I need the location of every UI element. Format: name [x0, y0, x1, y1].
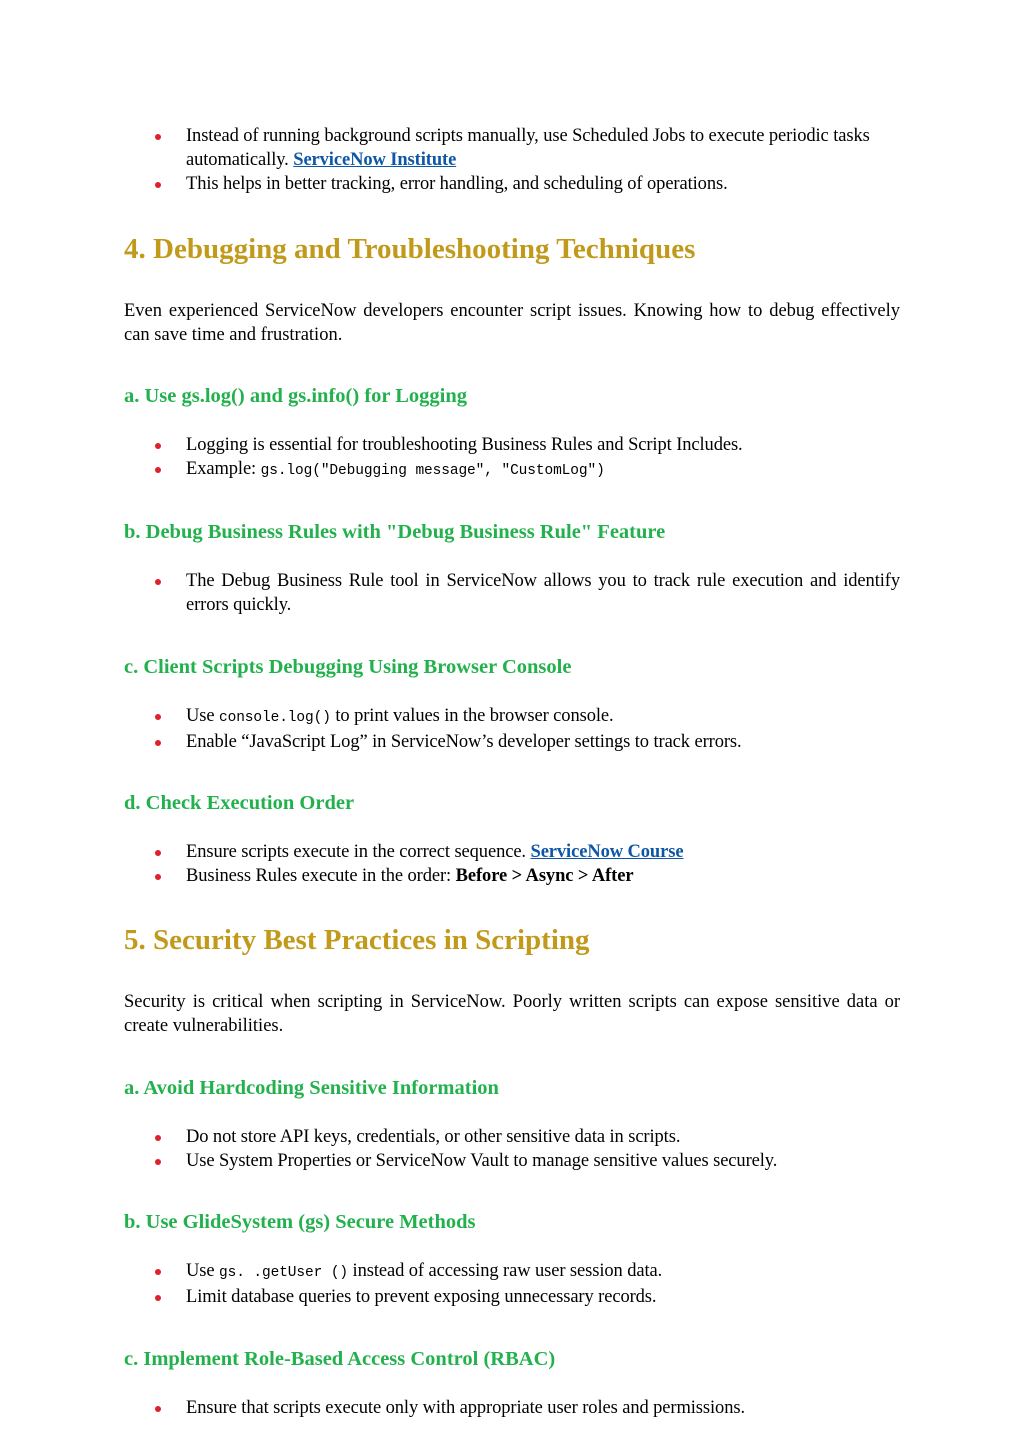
list-item [124, 864, 900, 888]
section-4c-list [124, 704, 900, 754]
list-item [124, 1149, 900, 1173]
section-5c-list [124, 1396, 900, 1420]
section-5c-heading: c. Implement Role-Based Access Control (RBAC) [124, 1348, 556, 1370]
list-item-text: Limit database queries to prevent exposing unnecessary records. [186, 1287, 657, 1307]
bullet-icon [155, 850, 161, 856]
list-item [124, 704, 900, 730]
list-item-text: to print values in the browser console. [330, 706, 614, 726]
list-item [124, 457, 900, 483]
section-4d-list [124, 840, 900, 888]
bullet-icon [155, 134, 161, 140]
bullet-icon [155, 1295, 161, 1301]
list-item [124, 1125, 900, 1149]
list-item-text: Enable “JavaScript Log” in ServiceNow’s developer settings to track errors. [186, 732, 742, 752]
list-item [124, 1285, 900, 1309]
list-item [124, 172, 900, 196]
servicenow-course-link[interactable]: ServiceNow Course [530, 842, 684, 862]
bullet-icon [155, 1406, 161, 1412]
list-item-text: Ensure scripts execute in the correct sequence. [186, 842, 526, 862]
section-4a-heading: a. Use gs.log() and gs.info() for Logging [124, 385, 468, 407]
servicenow-institute-link[interactable]: ServiceNow Institute [293, 150, 457, 170]
list-item [124, 840, 900, 864]
bullet-icon [155, 874, 161, 880]
list-item-text: Use [186, 706, 219, 726]
section-4-intro: Even experienced ServiceNow developers encounter script issues. Knowing how to debug effectively can save time and frustration. [124, 301, 900, 345]
bullet-icon [155, 1269, 161, 1275]
bullet-icon [155, 443, 161, 449]
list-item-text: Business Rules execute in the order: [186, 866, 456, 886]
section-5-title: 5. Security Best Practices in Scripting [124, 924, 590, 956]
list-item-text: instead of accessing raw user session data. [348, 1261, 663, 1281]
list-item-text: Use [186, 1261, 219, 1281]
section-5b-heading: b. Use GlideSystem (gs) Secure Methods [124, 1211, 476, 1233]
section-4a-list [124, 433, 900, 483]
bullet-icon [155, 740, 161, 746]
list-item [124, 730, 900, 754]
execution-order-text: Before > Async > After [455, 866, 634, 886]
bullet-icon [155, 714, 161, 720]
list-item-text: Do not store API keys, credentials, or other sensitive data in scripts. [186, 1127, 681, 1147]
list-item-text: Logging is essential for troubleshooting Business Rules and Script Includes. [186, 435, 743, 455]
section-4-title: 4. Debugging and Troubleshooting Techniques [124, 233, 696, 265]
list-item-text: Use System Properties or ServiceNow Vault to manage sensitive values securely. [186, 1151, 778, 1171]
section-5a-list [124, 1125, 900, 1173]
list-item-text: This helps in better tracking, error handling, and scheduling of operations. [186, 174, 728, 194]
code-snippet: gs.log("Debugging message", "CustomLog") [260, 463, 605, 479]
list-item-text: Ensure that scripts execute only with appropriate user roles and permissions. [186, 1398, 745, 1418]
bullet-icon [155, 1159, 161, 1165]
list-item-text: Instead of running background scripts manually, use Scheduled Jobs to execute periodic tasks automatically. [186, 126, 870, 170]
list-item-text: The Debug Business Rule tool in ServiceNow allows you to track rule execution and identify errors quickly. [186, 571, 900, 615]
document-page [124, 122, 900, 1420]
list-item [124, 1259, 900, 1285]
section-5a-heading: a. Avoid Hardcoding Sensitive Information [124, 1077, 499, 1099]
section-5-intro: Security is critical when scripting in ServiceNow. Poorly written scripts can expose sensitive data or create vulnerabilities. [124, 992, 900, 1036]
list-item [124, 569, 900, 617]
bullet-icon [155, 579, 161, 585]
list-item [124, 433, 900, 457]
section-4d-heading: d. Check Execution Order [124, 792, 355, 814]
code-snippet: console.log() [219, 710, 331, 726]
intro-list [124, 124, 900, 196]
list-item [124, 124, 900, 172]
list-item-text: Example: [186, 459, 261, 479]
section-4b-list [124, 569, 900, 617]
code-snippet: gs. .getUser () [219, 1265, 349, 1281]
section-4c-heading: c. Client Scripts Debugging Using Browser Console [124, 656, 572, 678]
bullet-icon [155, 1135, 161, 1141]
bullet-icon [155, 467, 161, 473]
list-item [124, 1396, 900, 1420]
section-5b-list [124, 1259, 900, 1309]
bullet-icon [155, 182, 161, 188]
section-4b-heading: b. Debug Business Rules with "Debug Business Rule" Feature [124, 521, 666, 543]
